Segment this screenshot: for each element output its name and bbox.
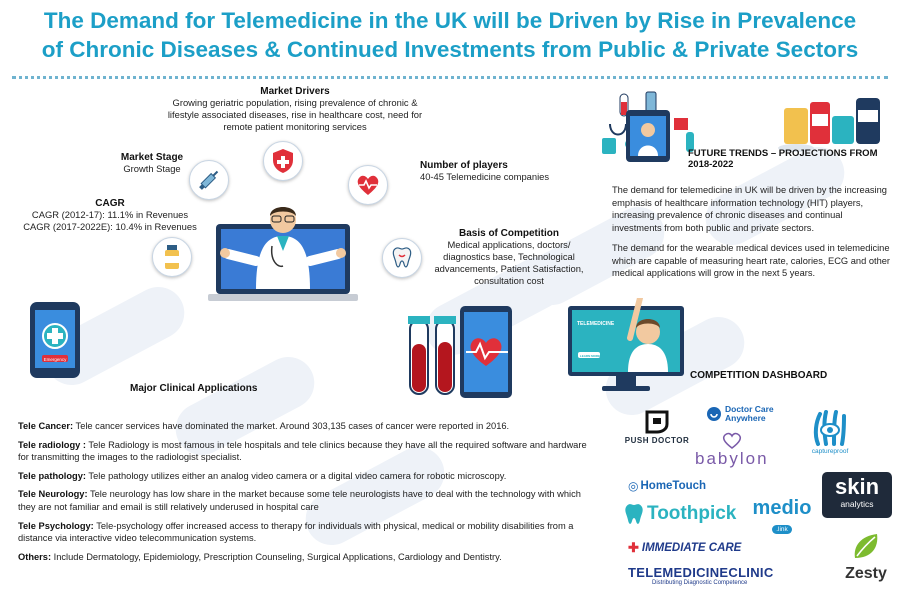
competition-basis-block <box>428 228 590 287</box>
market-drivers-block <box>160 86 430 133</box>
competition-basis-heading: Basis of Competition <box>458 228 559 239</box>
competition-basis-text: Medical applications, doctors/ diagnostics base, Technological advancements, Patient Satisfaction, consultation cost <box>434 239 584 286</box>
title-line-2: of Chronic Diseases & Continued Investments from Public & Private Sectors <box>41 37 859 62</box>
list-item: Tele Cancer: Tele cancer services have dominated the market. Around 303,135 cases of cancer were reported in 2016. <box>18 421 510 431</box>
hometouch-icon: ◎ <box>628 479 639 493</box>
future-trends-para-1: The demand for telemedicine in UK will be driven by the increasing emphasis of healthcare information technology (HIT) players, increasing prevalence of chronic diseases and continual investments from both public and private sectors. <box>612 185 887 233</box>
monitor-learn-more: LEARN MORE <box>579 354 601 358</box>
immediate-care-logo: ✚ IMMEDIATE CARE <box>628 540 742 555</box>
monitor-screen-title: TELEMEDICINE <box>577 321 615 327</box>
doctor-laptop-illustration <box>208 206 358 304</box>
telemedicine-monitor-illustration <box>566 298 686 394</box>
dotted-divider <box>12 76 888 80</box>
medio-link-logo: medio .link <box>752 497 812 533</box>
list-item: Tele Psychology: Tele-psychology offer increased access to therapy for individuals with physical, medical or mobility disabilities from a distance via interactive video telecommunication systems. <box>18 520 574 544</box>
skin-analytics-logo: skin analytics <box>822 472 892 518</box>
shield-icon <box>263 141 303 181</box>
title-line-1: The Demand for Telemedicine in the UK will be Driven by Rise in Prevalence <box>43 8 857 33</box>
push-doctor-icon <box>643 410 671 434</box>
babylon-logo: babylon <box>695 432 769 468</box>
page-title <box>0 6 900 64</box>
leaf-icon <box>849 532 883 560</box>
cagr-block <box>10 198 210 233</box>
tooth-icon <box>382 238 422 278</box>
future-trends-para-2: The demand for the wearable medical devices used in telemedicine which are capable of measuring heart rate, calories, ECG and other medical applications will grow in the next 5 years. <box>612 243 891 279</box>
list-item: Others: Include Dermatology, Epidemiology, Prescription Counseling, Surgical Applications, Cardiology and Dentistry. <box>18 551 502 562</box>
blood-tubes-tablet-illustration <box>404 302 534 402</box>
syringe-icon <box>189 160 229 200</box>
cagr-line-1: CAGR (2012-17): 11.1% in Revenues <box>31 209 189 220</box>
future-trends-heading: FUTURE TRENDS – PROJECTIONS FROM 2018-2022 <box>688 148 878 170</box>
heart-outline-icon <box>721 432 743 450</box>
list-item: Tele radiology : Tele Radiology is most famous in tele hospitals and tele clinics because they have all the required software and hardware for transmitting the images to the radiologist specialist. <box>18 439 587 463</box>
hand-eye-icon <box>810 408 850 448</box>
emergency-label: Emergency <box>43 357 67 362</box>
toothpick-logo: Toothpick <box>624 502 736 526</box>
telemedicine-clinic-logo: TELEMEDICINECLINIC Distributing Diagnostic Competence <box>628 565 774 586</box>
red-cross-icon: ✚ <box>628 540 639 555</box>
emergency-phone-illustration <box>28 300 82 380</box>
tooth-icon <box>624 502 644 526</box>
clinical-heading: Major Clinical Applications <box>130 383 258 394</box>
players-heading: Number of players <box>420 160 508 171</box>
cagr-line-2: CAGR (2017-2022E): 10.4% in Revenues <box>23 221 197 232</box>
hometouch-logo: ◎ HomeTouch <box>628 479 707 493</box>
players-block <box>420 160 590 183</box>
medicine-bottle-icon <box>152 237 192 277</box>
doctor-care-anywhere-logo: Doctor Care Anywhere <box>706 405 774 423</box>
heart-rate-icon <box>348 165 388 205</box>
doctor-care-icon <box>706 406 722 422</box>
list-item: Tele Neurology: Tele neurology has low share in the market because some tele neurologists have to deal with the technology with which they are not familiar and email is still relatively underused in hospital care <box>18 489 581 512</box>
captureproof-logo: captureproof <box>800 408 860 455</box>
market-stage-text: Growth Stage <box>123 163 181 174</box>
clinical-list <box>18 420 598 563</box>
market-stage-heading: Market Stage <box>120 152 184 163</box>
players-text: 40-45 Telemedicine companies <box>420 171 550 182</box>
list-item: Tele pathology: Tele pathology utilizes either an analog video camera or a digital video camera for robotic microscopy. <box>18 470 507 481</box>
zesty-logo: Zesty <box>836 532 896 582</box>
push-doctor-logo: PUSH DOCTOR <box>622 410 692 445</box>
competition-dashboard-heading: COMPETITION DASHBOARD <box>690 370 828 381</box>
market-drivers-heading: Market Drivers <box>260 86 330 97</box>
cagr-heading: CAGR <box>95 198 125 209</box>
market-drivers-text: Growing geriatric population, rising prevalence of chronic & lifestyle associated diseases, rise in healthcare cost, need for remote patient monitoring services <box>167 97 423 132</box>
